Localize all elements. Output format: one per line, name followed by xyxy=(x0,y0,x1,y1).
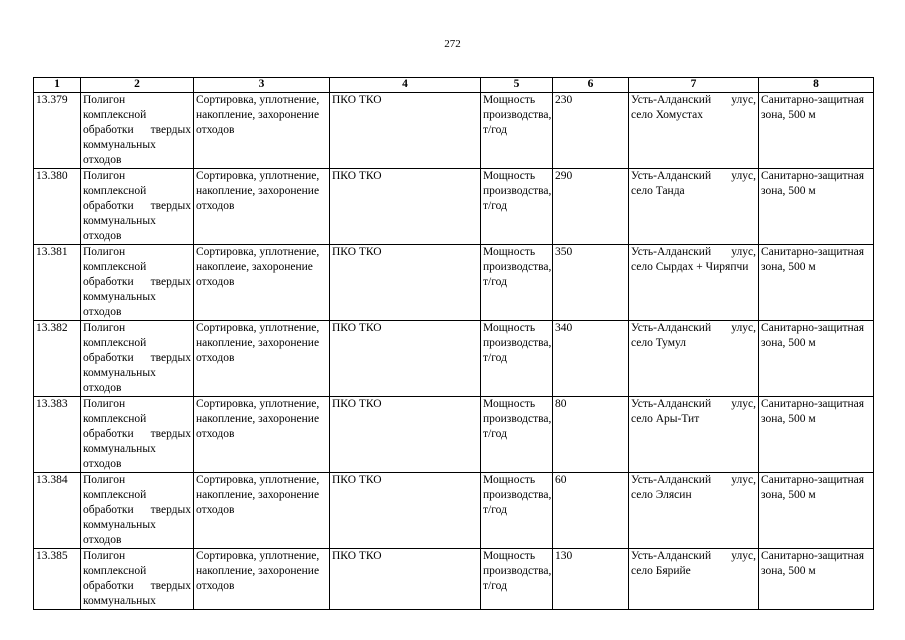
object-name-cell: Полигон комплексной обработки твердых коммунальных отходов xyxy=(81,321,194,397)
zone-cell: Санитарно-защитная зона, 500 м xyxy=(759,397,874,473)
parameter-cell: Мощность производства, т/год xyxy=(481,169,553,245)
value-cell: 130 xyxy=(553,549,629,610)
value-cell: 230 xyxy=(553,93,629,169)
location-cell: Усть-Алданский улус, село Бярийе xyxy=(629,549,759,610)
header-cell: 8 xyxy=(759,78,874,93)
location-cell: Усть-Алданский улус, село Элясин xyxy=(629,473,759,549)
page-number: 272 xyxy=(444,38,461,50)
zone-cell: Санитарно-защитная зона, 500 м xyxy=(759,473,874,549)
operations-cell: Сортировка, уплотнение, накопление, захоронение отходов xyxy=(194,473,330,549)
table-row xyxy=(34,321,874,397)
parameter-cell: Мощность производства, т/год xyxy=(481,549,553,610)
zone-cell: Санитарно-защитная зона, 500 м xyxy=(759,93,874,169)
value-cell: 80 xyxy=(553,397,629,473)
table-row xyxy=(34,397,874,473)
location-cell: Усть-Алданский улус, село Сырдах + Чиряпчи xyxy=(629,245,759,321)
object-type-cell: ПКО ТКО xyxy=(330,549,481,610)
zone-cell: Санитарно-защитная зона, 500 м xyxy=(759,169,874,245)
row-id-cell: 13.383 xyxy=(34,397,81,473)
location-cell: Усть-Алданский улус, село Танда xyxy=(629,169,759,245)
operations-cell: Сортировка, уплотнение, накопление, захоронение отходов xyxy=(194,397,330,473)
operations-cell: Сортировка, уплотнение, накопление, захоронение отходов xyxy=(194,169,330,245)
row-id-cell: 13.379 xyxy=(34,93,81,169)
parameter-cell: Мощность производства, т/год xyxy=(481,321,553,397)
table-row xyxy=(34,473,874,549)
parameter-cell: Мощность производства, т/год xyxy=(481,473,553,549)
value-cell: 290 xyxy=(553,169,629,245)
operations-cell: Сортировка, уплотнение, накоплеие, захоронение отходов xyxy=(194,245,330,321)
zone-cell: Санитарно-защитная зона, 500 м xyxy=(759,321,874,397)
row-id-cell: 13.384 xyxy=(34,473,81,549)
header-cell: 4 xyxy=(330,78,481,93)
parameter-cell: Мощность производства, т/год xyxy=(481,397,553,473)
header-cell: 6 xyxy=(553,78,629,93)
table-body xyxy=(34,93,874,610)
zone-cell: Санитарно-защитная зона, 500 м xyxy=(759,549,874,610)
value-cell: 60 xyxy=(553,473,629,549)
object-type-cell: ПКО ТКО xyxy=(330,169,481,245)
row-id-cell: 13.380 xyxy=(34,169,81,245)
header-cell: 3 xyxy=(194,78,330,93)
object-type-cell: ПКО ТКО xyxy=(330,397,481,473)
object-name-cell: Полигон комплексной обработки твердых коммунальных отходов xyxy=(81,169,194,245)
value-cell: 340 xyxy=(553,321,629,397)
object-name-cell: Полигон комплексной обработки твердых коммунальных отходов xyxy=(81,473,194,549)
location-cell: Усть-Алданский улус, село Тумул xyxy=(629,321,759,397)
operations-cell: Сортировка, уплотнение, накопление, захоронение отходов xyxy=(194,321,330,397)
object-name-cell: Полигон комплексной обработки твердых коммунальных отходов xyxy=(81,245,194,321)
location-cell: Усть-Алданский улус, село Ары-Тит xyxy=(629,397,759,473)
table-row xyxy=(34,549,874,610)
zone-cell: Санитарно-защитная зона, 500 м xyxy=(759,245,874,321)
object-type-cell: ПКО ТКО xyxy=(330,473,481,549)
table-row xyxy=(34,245,874,321)
row-id-cell: 13.385 xyxy=(34,549,81,610)
data-table xyxy=(33,77,874,610)
value-cell: 350 xyxy=(553,245,629,321)
row-id-cell: 13.381 xyxy=(34,245,81,321)
header-cell: 5 xyxy=(481,78,553,93)
object-name-cell: Полигон комплексной обработки твердых коммунальных отходов xyxy=(81,397,194,473)
row-id-cell: 13.382 xyxy=(34,321,81,397)
table-row xyxy=(34,93,874,169)
parameter-cell: Мощность производства, т/год xyxy=(481,245,553,321)
parameter-cell: Мощность производства, т/год xyxy=(481,93,553,169)
object-name-cell: Полигон комплексной обработки твердых коммунальных отходов xyxy=(81,93,194,169)
object-type-cell: ПКО ТКО xyxy=(330,93,481,169)
object-name-cell: Полигон комплексной обработки твердых коммунальных xyxy=(81,549,194,610)
object-type-cell: ПКО ТКО xyxy=(330,245,481,321)
header-cell: 1 xyxy=(34,78,81,93)
header-row xyxy=(34,78,874,93)
header-cell: 2 xyxy=(81,78,194,93)
location-cell: Усть-Алданский улус, село Хомустах xyxy=(629,93,759,169)
header-cell: 7 xyxy=(629,78,759,93)
operations-cell: Сортировка, уплотнение, накопление, захоронение отходов xyxy=(194,549,330,610)
operations-cell: Сортировка, уплотнение, накопление, захоронение отходов xyxy=(194,93,330,169)
table-row xyxy=(34,169,874,245)
object-type-cell: ПКО ТКО xyxy=(330,321,481,397)
